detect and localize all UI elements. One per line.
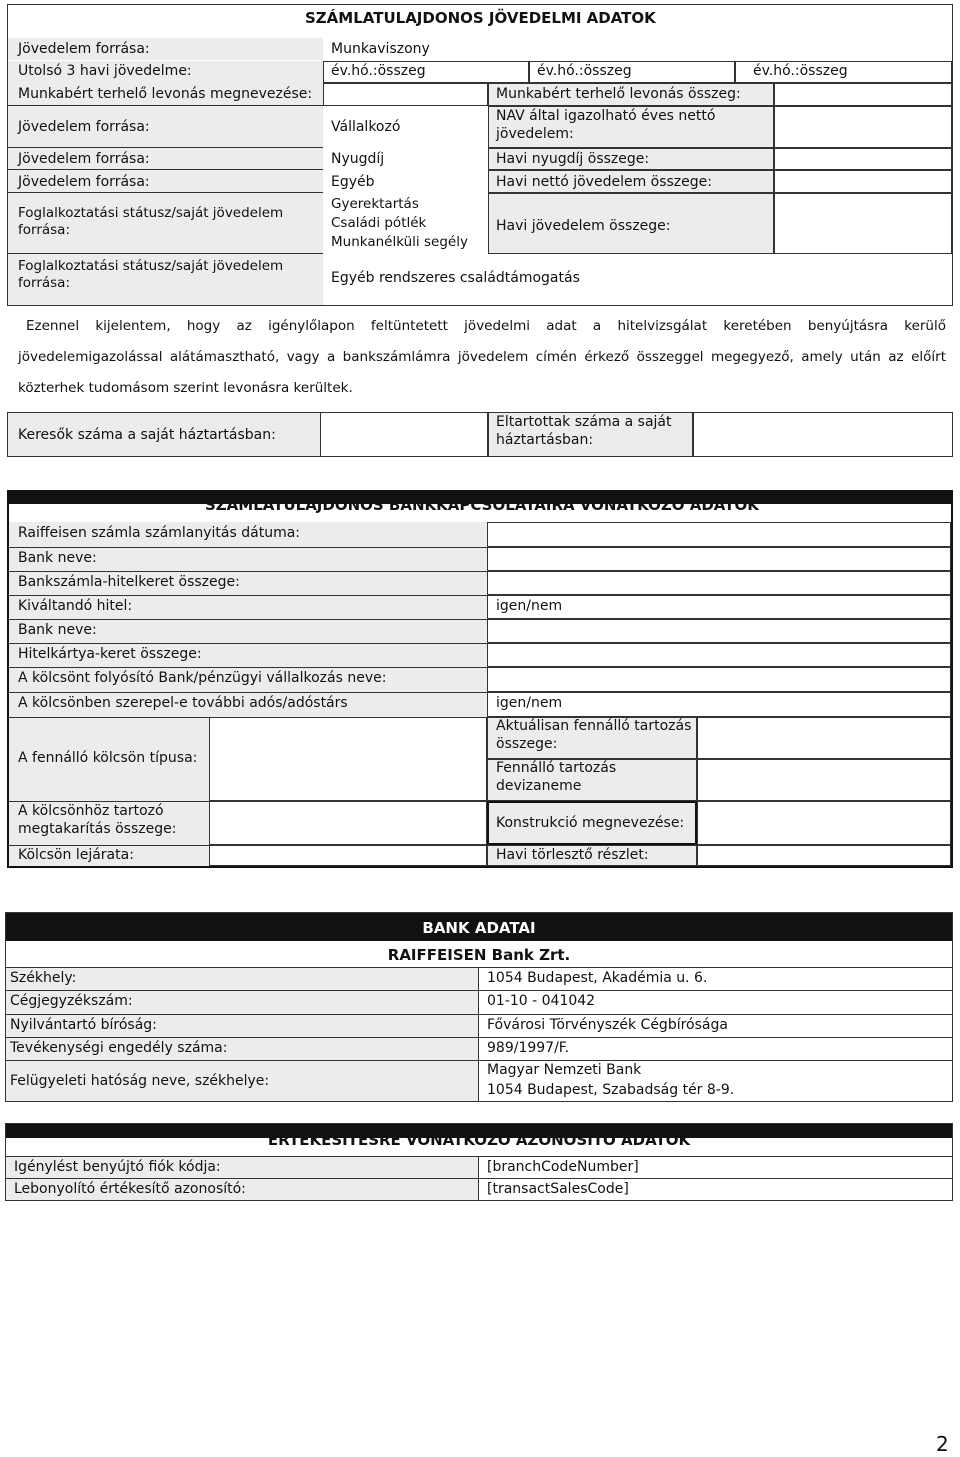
month-1-text: év.hó.:összeg	[331, 63, 426, 79]
branch-code-value: [branchCodeNumber]	[487, 1159, 639, 1175]
account-opening-date-field[interactable]	[487, 522, 951, 547]
seat-value: 1054 Budapest, Akadémia u. 6.	[487, 970, 708, 986]
bank-relations-title: SZÁMLATULAJDONOS BANKKAPCSOLATAIRA VONATKOZÓ ADATOK	[205, 496, 759, 514]
court-label: Nyilvántartó bíróság:	[10, 1017, 157, 1033]
license-value: 989/1997/F.	[487, 1040, 570, 1056]
bank-name-heading: RAIFFEISEN Bank Zrt.	[387, 946, 571, 964]
bank-name-field[interactable]	[487, 547, 951, 571]
income-source-value: Munkaviszony	[331, 41, 430, 57]
license-label: Tevékenységi engedély száma:	[10, 1040, 228, 1056]
nav-net-income-label: NAV által igazolható éves nettó jövedelem:	[496, 108, 716, 142]
installment-label: Havi törlesztő részlet:	[496, 847, 649, 863]
construction-label: Konstrukció megnevezése:	[496, 815, 685, 831]
monthly-income-label: Havi jövedelem összege:	[496, 218, 671, 234]
deduction-name-field[interactable]	[323, 83, 488, 106]
installment-field[interactable]	[697, 845, 951, 866]
deduction-name-label: Munkabért terhelő levonás megnevezése:	[18, 86, 313, 102]
employment-status-label: Foglalkoztatási státusz/saját jövedelem forrása:	[18, 205, 284, 238]
bank-name-label: Bank neve:	[18, 550, 97, 566]
debt-currency-label: Fennálló tartozás devizaneme	[496, 760, 617, 794]
construction-field[interactable]	[697, 801, 951, 845]
monthly-income-field[interactable]	[774, 193, 952, 254]
unemployment-benefit-text: Munkanélküli segély	[331, 234, 468, 250]
earners-label: Keresők száma a saját háztartásban:	[18, 427, 276, 443]
court-value: Fővárosi Törvényszék Cégbírósága	[487, 1017, 728, 1033]
refinance-yes-no: igen/nem	[496, 598, 563, 614]
supervisor-value-2: 1054 Budapest, Szabadság tér 8-9.	[487, 1082, 735, 1098]
month-2-text: év.hó.:összeg	[537, 63, 632, 79]
registration-number-label: Cégjegyzékszám:	[10, 993, 133, 1009]
other-family-support-text: Egyéb rendszeres családtámogatás	[331, 270, 580, 286]
credit-card-limit-field[interactable]	[487, 643, 951, 667]
deduction-amount-label: Munkabért terhelő levonás összeg:	[496, 86, 741, 102]
last-3-months-label: Utolsó 3 havi jövedelme:	[18, 63, 192, 79]
family-benefits-list	[331, 195, 468, 252]
page-number: 2	[936, 1432, 949, 1456]
monthly-pension-field[interactable]	[774, 148, 952, 170]
employment-status-label-2: Foglalkoztatási státusz/saját jövedelem forrása:	[18, 258, 284, 291]
overdraft-amount-label: Bankszámla-hitelkeret összege:	[18, 574, 240, 590]
family-allowance-text: Családi pótlék	[331, 215, 427, 231]
income-source-label-3: Jövedelem forrása:	[18, 151, 150, 167]
savings-label: A kölcsönhöz tartozó megtakarítás összege:	[18, 803, 177, 837]
current-debt-field[interactable]	[697, 717, 951, 759]
month-3-text: év.hó.:összeg	[753, 63, 848, 79]
supervisor-label: Felügyeleti hatóság neve, székhelye:	[10, 1073, 270, 1089]
pension-value: Nyugdíj	[331, 151, 385, 167]
bank-data-title: BANK ADATAI	[422, 919, 536, 937]
account-opening-date-label: Raiffeisen számla számlanyitás dátuma:	[18, 525, 300, 541]
monthly-net-income-field[interactable]	[774, 170, 952, 193]
monthly-pension-label: Havi nyugdíj összege:	[496, 151, 650, 167]
declaration-text: Ezennel kijelentem, hogy az igénylőlapon feltüntetett jövedelmi adat a hitelvizsgálat keretében benyújtásra kerülő jövedelemigazolással alátámasztható, vagy a bankszámlámra jövedelem címén érkező összeggel megegyező, amely után az előírt közterhek tudomásom szerint levonásra kerültek.	[18, 318, 946, 396]
co-debtor-label: A kölcsönben szerepel-e további adós/adóstárs	[18, 695, 348, 711]
nav-net-income-field[interactable]	[774, 106, 952, 148]
co-debtor-yes-no: igen/nem	[496, 695, 563, 711]
debt-currency-field[interactable]	[697, 759, 951, 801]
expiry-field[interactable]	[209, 845, 487, 866]
credit-card-limit-label: Hitelkártya-keret összege:	[18, 646, 202, 662]
lender-name-label: A kölcsönt folyósító Bank/pénzügyi vállalkozás neve:	[18, 670, 387, 686]
bank-name-label-2: Bank neve:	[18, 622, 97, 638]
deduction-amount-field[interactable]	[774, 83, 952, 106]
expiry-label: Kölcsön lejárata:	[18, 847, 134, 863]
branch-code-label: Igénylést benyújtó fiók kódja:	[14, 1159, 221, 1175]
income-source-label-4: Jövedelem forrása:	[18, 174, 150, 190]
dependents-field[interactable]	[693, 412, 953, 457]
overdraft-amount-field[interactable]	[487, 571, 951, 595]
lender-name-field[interactable]	[487, 667, 951, 692]
income-title: SZÁMLATULAJDONOS JÖVEDELMI ADATOK	[305, 9, 656, 27]
sales-agent-value: [transactSalesCode]	[487, 1181, 629, 1197]
seat-label: Székhely:	[10, 970, 77, 986]
sales-agent-label: Lebonyolító értékesítő azonosító:	[14, 1181, 246, 1197]
other-value: Egyéb	[331, 174, 375, 190]
entrepreneur-value: Vállalkozó	[331, 119, 401, 135]
loan-type-label: A fennálló kölcsön típusa:	[18, 750, 198, 766]
current-debt-label: Aktuálisan fennálló tartozás összege:	[496, 718, 692, 752]
savings-field[interactable]	[209, 801, 487, 845]
supervisor-value-1: Magyar Nemzeti Bank	[487, 1062, 642, 1078]
bank-name-field-2[interactable]	[487, 619, 951, 643]
registration-number-value: 01-10 - 041042	[487, 993, 596, 1009]
income-source-label: Jövedelem forrása:	[18, 41, 150, 57]
loan-type-field[interactable]	[209, 717, 487, 801]
dependents-label: Eltartottak száma a saját háztartásban:	[496, 414, 672, 448]
child-support-text: Gyerektartás	[331, 196, 419, 212]
refinance-loan-label: Kiváltandó hitel:	[18, 598, 133, 614]
sales-title: ÉRTÉKESÍTÉSRE VONATKOZÓ AZONOSÍTÓ ADATOK	[267, 1131, 691, 1149]
earners-field[interactable]	[320, 412, 488, 457]
monthly-net-income-label: Havi nettó jövedelem összege:	[496, 174, 712, 190]
income-source-label-2: Jövedelem forrása:	[18, 119, 150, 135]
